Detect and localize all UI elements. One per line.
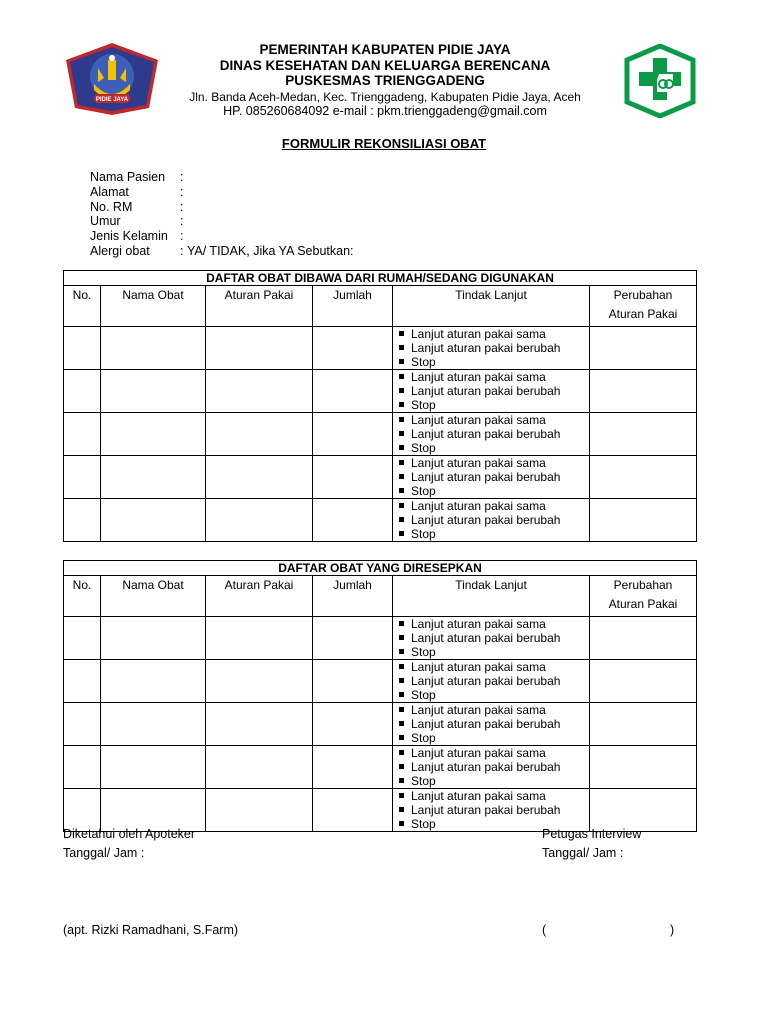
cell-jumlah[interactable] bbox=[313, 456, 393, 499]
option-label: Lanjut aturan pakai sama bbox=[411, 413, 546, 427]
cell-tindak-lanjut bbox=[393, 617, 590, 660]
square-bullet-icon bbox=[399, 503, 404, 508]
table-title: DAFTAR OBAT YANG DIRESEPKAN bbox=[64, 561, 697, 576]
tindak-lanjut-option[interactable] bbox=[399, 645, 589, 659]
option-label: Stop bbox=[411, 355, 436, 369]
cell-jumlah[interactable] bbox=[313, 617, 393, 660]
sig-petugas-close-paren: ) bbox=[670, 923, 675, 937]
option-label: Lanjut aturan pakai berubah bbox=[411, 341, 561, 355]
tindak-lanjut-options bbox=[393, 413, 589, 455]
tindak-lanjut-option[interactable] bbox=[399, 717, 589, 731]
tindak-lanjut-option[interactable] bbox=[399, 789, 589, 803]
option-label: Stop bbox=[411, 731, 436, 745]
tindak-lanjut-option[interactable] bbox=[399, 803, 589, 817]
cell-nama-obat[interactable] bbox=[101, 789, 206, 832]
cell-nama-obat[interactable] bbox=[101, 413, 206, 456]
table-row bbox=[64, 746, 697, 789]
option-label: Lanjut aturan pakai berubah bbox=[411, 803, 561, 817]
form-title-text: FORMULIR REKONSILIASI OBAT bbox=[281, 136, 487, 151]
option-label: Lanjut aturan pakai berubah bbox=[411, 513, 561, 527]
table-row bbox=[64, 456, 697, 499]
table-row bbox=[64, 370, 697, 413]
square-bullet-icon bbox=[399, 735, 404, 740]
cell-jumlah[interactable] bbox=[313, 499, 393, 542]
option-label: Lanjut aturan pakai sama bbox=[411, 746, 546, 760]
field-sep: : bbox=[180, 170, 184, 184]
square-bullet-icon bbox=[399, 649, 404, 654]
col-header-perubahan-line2: Aturan Pakai bbox=[608, 307, 678, 321]
cell-nama-obat[interactable] bbox=[101, 370, 206, 413]
col-header-perubahan-line1: Perubahan bbox=[613, 578, 673, 592]
option-label: Lanjut aturan pakai sama bbox=[411, 370, 546, 384]
option-label: Stop bbox=[411, 774, 436, 788]
tindak-lanjut-option[interactable] bbox=[399, 631, 589, 645]
cell-tindak-lanjut bbox=[393, 703, 590, 746]
cell-aturan-pakai[interactable] bbox=[206, 327, 313, 370]
cell-no[interactable] bbox=[64, 789, 101, 832]
cell-perubahan[interactable] bbox=[590, 660, 697, 703]
square-bullet-icon bbox=[399, 764, 404, 769]
cell-perubahan[interactable] bbox=[590, 327, 697, 370]
square-bullet-icon bbox=[399, 417, 404, 422]
field-sep: : bbox=[180, 244, 184, 258]
tindak-lanjut-option[interactable] bbox=[399, 398, 589, 412]
table-obat-diresepkan bbox=[63, 560, 697, 832]
square-bullet-icon bbox=[399, 488, 404, 493]
cell-nama-obat[interactable] bbox=[101, 703, 206, 746]
option-label: Stop bbox=[411, 527, 436, 541]
cell-jumlah[interactable] bbox=[313, 660, 393, 703]
field-sep: : bbox=[180, 200, 184, 214]
cell-nama-obat[interactable] bbox=[101, 660, 206, 703]
col-header-tindak-lanjut: Tindak Lanjut bbox=[393, 286, 590, 327]
square-bullet-icon bbox=[399, 402, 404, 407]
cell-tindak-lanjut bbox=[393, 413, 590, 456]
col-header-nama-obat: Nama Obat bbox=[101, 576, 206, 617]
col-header-jumlah: Jumlah bbox=[313, 286, 393, 327]
cell-tindak-lanjut bbox=[393, 370, 590, 413]
logo-text: PIDIE JAYA bbox=[95, 97, 129, 103]
col-header-nama-obat: Nama Obat bbox=[101, 286, 206, 327]
tindak-lanjut-options bbox=[393, 660, 589, 702]
square-bullet-icon bbox=[399, 692, 404, 697]
cell-no[interactable] bbox=[64, 370, 101, 413]
cell-nama-obat[interactable] bbox=[101, 617, 206, 660]
tindak-lanjut-options bbox=[393, 746, 589, 788]
cell-jumlah[interactable] bbox=[313, 370, 393, 413]
cell-no[interactable] bbox=[64, 660, 101, 703]
option-label: Lanjut aturan pakai berubah bbox=[411, 717, 561, 731]
cell-perubahan[interactable] bbox=[590, 703, 697, 746]
col-header-jumlah: Jumlah bbox=[313, 576, 393, 617]
cell-aturan-pakai[interactable] bbox=[206, 789, 313, 832]
cell-no[interactable] bbox=[64, 746, 101, 789]
option-label: Lanjut aturan pakai berubah bbox=[411, 427, 561, 441]
square-bullet-icon bbox=[399, 474, 404, 479]
tindak-lanjut-option[interactable] bbox=[399, 674, 589, 688]
cell-no[interactable] bbox=[64, 617, 101, 660]
cell-perubahan[interactable] bbox=[590, 370, 697, 413]
col-header-tindak-lanjut: Tindak Lanjut bbox=[393, 576, 590, 617]
sig-apoteker-title: Diketahui oleh Apoteker bbox=[63, 827, 196, 841]
field-label: Jenis Kelamin bbox=[90, 229, 168, 243]
option-label: Lanjut aturan pakai sama bbox=[411, 499, 546, 513]
cell-perubahan[interactable] bbox=[590, 746, 697, 789]
cell-aturan-pakai[interactable] bbox=[206, 499, 313, 542]
table-row bbox=[64, 789, 697, 832]
option-label: Lanjut aturan pakai sama bbox=[411, 456, 546, 470]
field-label: Umur bbox=[90, 214, 121, 228]
sig-apoteker-date: Tanggal/ Jam : bbox=[63, 846, 145, 860]
sig-petugas-open-paren: ( bbox=[542, 923, 547, 937]
tindak-lanjut-options bbox=[393, 617, 589, 659]
option-label: Lanjut aturan pakai berubah bbox=[411, 470, 561, 484]
field-sep: : bbox=[180, 185, 184, 199]
sig-petugas-date: Tanggal/ Jam : bbox=[542, 846, 624, 860]
tindak-lanjut-options bbox=[393, 703, 589, 745]
square-bullet-icon bbox=[399, 635, 404, 640]
square-bullet-icon bbox=[399, 445, 404, 450]
square-bullet-icon bbox=[399, 621, 404, 626]
option-label: Stop bbox=[411, 398, 436, 412]
col-header-no: No. bbox=[64, 576, 101, 617]
tindak-lanjut-option[interactable] bbox=[399, 327, 589, 341]
square-bullet-icon bbox=[399, 750, 404, 755]
field-sep: : bbox=[180, 229, 184, 243]
field-label: No. RM bbox=[90, 200, 133, 214]
field-label: Nama Pasien bbox=[90, 170, 166, 184]
pidie-jaya-logo bbox=[64, 42, 160, 116]
col-header-aturan-pakai: Aturan Pakai bbox=[206, 576, 313, 617]
field-jenis-kelamin bbox=[90, 229, 183, 244]
cell-perubahan[interactable] bbox=[590, 499, 697, 542]
tindak-lanjut-option[interactable] bbox=[399, 355, 589, 369]
header-government: PEMERINTAH KABUPATEN PIDIE JAYA bbox=[259, 42, 511, 57]
tindak-lanjut-option[interactable] bbox=[399, 484, 589, 498]
sig-petugas-title: Petugas Interview bbox=[542, 827, 642, 841]
tindak-lanjut-option[interactable] bbox=[399, 703, 589, 717]
table-title: DAFTAR OBAT DIBAWA DARI RUMAH/SEDANG DIGUNAKAN bbox=[64, 271, 697, 286]
tindak-lanjut-option[interactable] bbox=[399, 527, 589, 541]
tindak-lanjut-option[interactable] bbox=[399, 746, 589, 760]
square-bullet-icon bbox=[399, 517, 404, 522]
tindak-lanjut-options bbox=[393, 327, 589, 369]
cell-aturan-pakai[interactable] bbox=[206, 413, 313, 456]
option-label: Lanjut aturan pakai berubah bbox=[411, 760, 561, 774]
col-header-perubahan-line2: Aturan Pakai bbox=[608, 597, 678, 611]
table-header-row bbox=[64, 286, 697, 327]
cell-jumlah[interactable] bbox=[313, 413, 393, 456]
option-label: Stop bbox=[411, 817, 436, 831]
option-label: Lanjut aturan pakai sama bbox=[411, 703, 546, 717]
cell-tindak-lanjut bbox=[393, 499, 590, 542]
cell-nama-obat[interactable] bbox=[101, 456, 206, 499]
field-label: Alamat bbox=[90, 185, 129, 199]
square-bullet-icon bbox=[399, 331, 404, 336]
cell-nama-obat[interactable] bbox=[101, 499, 206, 542]
tindak-lanjut-options bbox=[393, 370, 589, 412]
tindak-lanjut-option[interactable] bbox=[399, 499, 589, 513]
square-bullet-icon bbox=[399, 721, 404, 726]
header-puskesmas: PUSKESMAS TRIENGGADENG bbox=[285, 73, 485, 88]
tindak-lanjut-options bbox=[393, 789, 589, 831]
option-label: Lanjut aturan pakai sama bbox=[411, 327, 546, 341]
tindak-lanjut-option[interactable] bbox=[399, 760, 589, 774]
square-bullet-icon bbox=[399, 778, 404, 783]
option-label: Lanjut aturan pakai sama bbox=[411, 660, 546, 674]
cell-tindak-lanjut bbox=[393, 789, 590, 832]
square-bullet-icon bbox=[399, 707, 404, 712]
option-label: Lanjut aturan pakai sama bbox=[411, 617, 546, 631]
cell-no[interactable] bbox=[64, 413, 101, 456]
square-bullet-icon bbox=[399, 531, 404, 536]
form-title bbox=[0, 136, 768, 151]
col-header-no: No. bbox=[64, 286, 101, 327]
table-row bbox=[64, 499, 697, 542]
tindak-lanjut-option[interactable] bbox=[399, 384, 589, 398]
table-row bbox=[64, 617, 697, 660]
header-department: DINAS KESEHATAN DAN KELUARGA BERENCANA bbox=[219, 58, 551, 73]
square-bullet-icon bbox=[399, 431, 404, 436]
square-bullet-icon bbox=[399, 821, 404, 826]
option-label: Lanjut aturan pakai berubah bbox=[411, 384, 561, 398]
cell-aturan-pakai[interactable] bbox=[206, 617, 313, 660]
square-bullet-icon bbox=[399, 388, 404, 393]
option-label: Stop bbox=[411, 688, 436, 702]
cell-no[interactable] bbox=[64, 703, 101, 746]
option-label: Lanjut aturan pakai berubah bbox=[411, 674, 561, 688]
table-row bbox=[64, 327, 697, 370]
option-label: Stop bbox=[411, 484, 436, 498]
tindak-lanjut-options bbox=[393, 499, 589, 541]
cell-perubahan[interactable] bbox=[590, 789, 697, 832]
option-label: Stop bbox=[411, 645, 436, 659]
col-header-aturan-pakai: Aturan Pakai bbox=[206, 286, 313, 327]
cell-tindak-lanjut bbox=[393, 327, 590, 370]
field-alergi-obat bbox=[90, 244, 354, 259]
header-address: Jln. Banda Aceh-Medan, Kec. Trienggadeng, Kabupaten Pidie Jaya, Aceh bbox=[189, 90, 581, 104]
tindak-lanjut-option[interactable] bbox=[399, 470, 589, 484]
square-bullet-icon bbox=[399, 678, 404, 683]
field-nama-pasien bbox=[90, 170, 183, 185]
col-header-perubahan bbox=[590, 286, 697, 327]
square-bullet-icon bbox=[399, 793, 404, 798]
tindak-lanjut-option[interactable] bbox=[399, 774, 589, 788]
tindak-lanjut-option[interactable] bbox=[399, 341, 589, 355]
field-sep: : bbox=[180, 214, 184, 228]
puskesmas-logo bbox=[623, 44, 697, 118]
field-no-rm bbox=[90, 200, 183, 215]
square-bullet-icon bbox=[399, 807, 404, 812]
field-value: YA/ TIDAK, Jika YA Sebutkan: bbox=[186, 244, 354, 258]
table-obat-dibawa bbox=[63, 270, 697, 542]
cell-jumlah[interactable] bbox=[313, 327, 393, 370]
cell-aturan-pakai[interactable] bbox=[206, 746, 313, 789]
square-bullet-icon bbox=[399, 460, 404, 465]
cell-perubahan[interactable] bbox=[590, 413, 697, 456]
cell-nama-obat[interactable] bbox=[101, 746, 206, 789]
tindak-lanjut-options bbox=[393, 456, 589, 498]
option-label: Stop bbox=[411, 441, 436, 455]
field-alamat bbox=[90, 185, 183, 200]
square-bullet-icon bbox=[399, 664, 404, 669]
tindak-lanjut-option[interactable] bbox=[399, 456, 589, 470]
cell-jumlah[interactable] bbox=[313, 789, 393, 832]
cell-no[interactable] bbox=[64, 327, 101, 370]
cell-tindak-lanjut bbox=[393, 456, 590, 499]
cell-no[interactable] bbox=[64, 456, 101, 499]
tindak-lanjut-option[interactable] bbox=[399, 617, 589, 631]
cell-tindak-lanjut bbox=[393, 660, 590, 703]
tindak-lanjut-option[interactable] bbox=[399, 427, 589, 441]
tindak-lanjut-option[interactable] bbox=[399, 731, 589, 745]
cell-aturan-pakai[interactable] bbox=[206, 456, 313, 499]
cell-aturan-pakai[interactable] bbox=[206, 370, 313, 413]
header-contact: HP. 085260684092 e-mail : pkm.trienggadeng@gmail.com bbox=[223, 104, 547, 118]
square-bullet-icon bbox=[399, 374, 404, 379]
cell-nama-obat[interactable] bbox=[101, 327, 206, 370]
field-umur bbox=[90, 214, 183, 229]
cell-perubahan[interactable] bbox=[590, 617, 697, 660]
cell-aturan-pakai[interactable] bbox=[206, 660, 313, 703]
tindak-lanjut-option[interactable] bbox=[399, 413, 589, 427]
field-label: Alergi obat bbox=[90, 244, 150, 258]
col-header-perubahan bbox=[590, 576, 697, 617]
tindak-lanjut-option[interactable] bbox=[399, 370, 589, 384]
option-label: Lanjut aturan pakai sama bbox=[411, 789, 546, 803]
tindak-lanjut-option[interactable] bbox=[399, 688, 589, 702]
tindak-lanjut-option[interactable] bbox=[399, 513, 589, 527]
cell-tindak-lanjut bbox=[393, 746, 590, 789]
table-row bbox=[64, 413, 697, 456]
sig-apoteker-name: (apt. Rizki Ramadhani, S.Farm) bbox=[63, 923, 239, 937]
cell-no[interactable] bbox=[64, 499, 101, 542]
cell-perubahan[interactable] bbox=[590, 456, 697, 499]
table-row bbox=[64, 660, 697, 703]
square-bullet-icon bbox=[399, 359, 404, 364]
table-header-row bbox=[64, 576, 697, 617]
table-row bbox=[64, 703, 697, 746]
square-bullet-icon bbox=[399, 345, 404, 350]
tindak-lanjut-option[interactable] bbox=[399, 660, 589, 674]
tindak-lanjut-option[interactable] bbox=[399, 441, 589, 455]
col-header-perubahan-line1: Perubahan bbox=[613, 288, 673, 302]
cell-jumlah[interactable] bbox=[313, 746, 393, 789]
cell-aturan-pakai[interactable] bbox=[206, 703, 313, 746]
cell-jumlah[interactable] bbox=[313, 703, 393, 746]
option-label: Lanjut aturan pakai berubah bbox=[411, 631, 561, 645]
